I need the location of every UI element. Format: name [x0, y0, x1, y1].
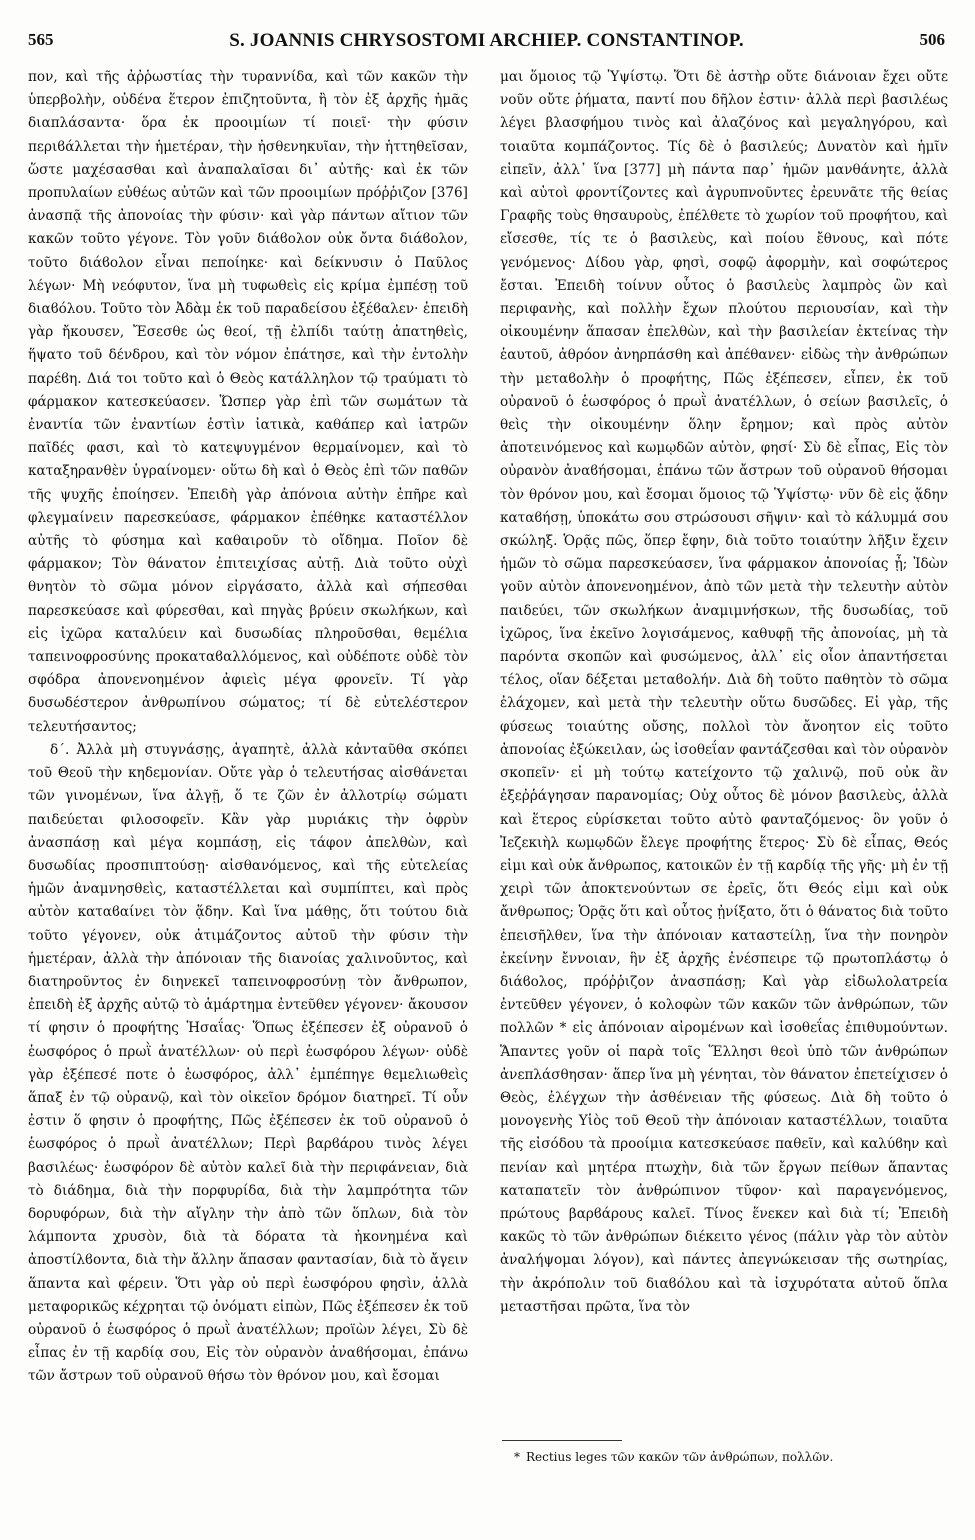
right-column	[500, 66, 948, 1319]
footnote-text: Rectius leges τῶν κακῶν τῶν ἀνθρώπων, πολλῶν.	[526, 1450, 834, 1464]
running-header	[28, 30, 945, 56]
left-column	[28, 66, 468, 1389]
page-number-left: 565	[28, 30, 54, 49]
footnote	[500, 1448, 948, 1466]
running-title: S. JOANNIS CHRYSOSTOMI ARCHIEP. CONSTANTINOP.	[229, 30, 744, 51]
footnote-marker: *	[514, 1450, 520, 1464]
left-paragraph: δ΄. Ἀλλὰ μὴ στυγνάσῃς, ἀγαπητὲ, ἀλλὰ κἀνταῦθα σκόπει τοῦ Θεοῦ τὴν κηδεμονίαν. Οὔτε γὰρ ὁ τελευτήσας αἰσθάνεται τῶν γινομένων, ἵνα ἀλγῇ, ὅ τε ζῶν ἐν ἀλλοτρίῳ σώματι παιδεύεται φιλοσοφεῖν. Κἂν γὰρ μυριάκις τὴν ὀφρὺν ἀνασπάσῃ καὶ μέγα κομπάσῃ, εἰς τάφον ἀπελθὼν, καὶ δυσωδίας προσπιπτούσῃ· αἰσθανόμενος, καὶ τῆς εὐτελείας ἡμῶν ἀναμνησθεὶς, καταστέλλεται καὶ συμπίπτει, καὶ πρὸς αὐτὸν καταϐαίνει τὸν ᾅδην. Καὶ ἵνα μάθῃς, ὅτι τούτου διὰ τοῦτο γέγονεν, οὐκ ἀτιμάζοντος αὐτοῦ τὴν φύσιν τὴν ἡμετέραν, ἀλλὰ τὴν ἀπόνοιαν τῆς διανοίας χαλινοῦντος, καὶ διατηροῦντος ἐν διηνεκεῖ ταπεινοφροσύνῃ τὸν ἄνθρωπον, ἐπειδὴ ἐξ ἀρχῆς αὐτῷ τὸ ἁμάρτημα ἐντεῦθεν γέγονεν· ἄκουσον τί φησιν ὁ προφήτης Ἡσαΐας· Ὅπως ἐξέπεσεν ἐξ οὐρανοῦ ὁ ἑωσφόρος ὁ πρωῒ ἀνατέλλων· οὐ περὶ ἑωσφόρου λέγων· οὐδὲ γὰρ ἐξέπεσέ ποτε ὁ ἑωσφόρος, ἀλλ᾽ ἐμπέπηγε θεμελιωθεὶς ἅπαξ ἐν τῷ οὐρανῷ, καὶ τὸν οἰκεῖον δρόμον διατηρεῖ. Τί οὖν ἐστιν ὅ φησιν ὁ προφήτης, Πῶς ἐξέπεσεν ἐκ τοῦ οὐρανοῦ ὁ ἑωσφόρος ὁ πρωῒ ἀνατέλλων; Περὶ βαρϐάρου τινὸς λέγει βασιλέως· ἑωσφόρον δὲ αὐτὸν καλεῖ διὰ τὴν περιφάνειαν, διὰ τὸ διάδημα, διὰ τὴν πορφυρίδα, διὰ τὴν λαμπρότητα τῶν δορυφόρων, διὰ τὴν αἴγλην τὴν ἀπὸ τῶν ὅπλων, διὰ τὸν λάμποντα χρυσὸν, διὰ τὰ δόρατα τὰ ἠκονημένα καὶ ἀποστίλϐοντα, διὰ τὴν ἄλλην ἅπασαν φαντασίαν, διὰ τὸ ἄγειν ἅπαντα καὶ φέρειν. Ὅτι γὰρ οὐ περὶ ἑωσφόρου φησὶν, ἀλλὰ μεταφορικῶς κέχρηται τῷ ὀνόματι εἰπὼν, Πῶς ἐξέπεσεν ἐκ τοῦ οὐρανοῦ ὁ ἑωσφόρος ὁ πρωῒ ἀνατέλλων; προϊὼν λέγει, Σὺ δὲ εἶπας ἐν τῇ καρδίᾳ σου, Εἰς τὸν οὐρανὸν ἀναϐήσομαι, ἐπάνω τῶν ἄστρων τοῦ οὐρανοῦ θήσω τὸν θρόνον μου, καὶ ἔσομαι	[28, 741, 468, 1385]
left-paragraph: πον, καὶ τῆς ἀῤῥωστίας τὴν τυραννίδα, καὶ τῶν κακῶν τὴν ὑπερβολὴν, οὐδένα ἕτερον ἐπιζητοῦντα, ἢ τὸν ἐξ ἀρχῆς ἡμᾶς διαπλάσαντα· ὅρα ἐκ προοιμίων τί ποιεῖ· τὴν φύσιν περιϐάλλεται τὴν ἡμετέραν, τὴν ἠσθενηκυῖαν, τὴν ἡττηθεῖσαν, ὥστε μαχέσασθαι καὶ ἀναπαλαῖσαι δι᾽ αὐτῆς· καὶ ἐκ τῶν προπυλαίων εὐθέως αὐτῶν καὶ τῶν προοιμίων πρόῤῥιζον [376] ἀνασπᾷ τῆς ἀπονοίας τὴν φύσιν· καὶ γὰρ πάντων αἴτιον τῶν κακῶν τοῦτο γέγονε. Τὸν γοῦν διάϐολον οὐκ ὄντα διάϐολον, τοῦτο διάϐολον εἶναι πεποίηκε· καὶ δείκνυσιν ὁ Παῦλος λέγων· Μὴ νεόφυτον, ἵνα μὴ τυφωθεὶς εἰς κρίμα ἐμπέσῃ τοῦ διαϐόλου. Τοῦτο τὸν Ἀδὰμ ἐκ τοῦ παραδείσου ἐξέϐαλεν· ἐπειδὴ γὰρ ἤκουσεν, Ἔσεσθε ὡς θεοί, τῇ ἐλπίδι ταύτῃ ἀπατηθεὶς, ἥψατο τοῦ δένδρου, καὶ τὸν νόμον ἐπάτησε, καὶ τὴν ἐντολὴν παρέϐη. Διά τοι τοῦτο καὶ ὁ Θεὸς κατάλληλον τῷ τραύματι τὸ φάρμακον κατεσκεύασεν. Ὥσπερ γὰρ ἐπὶ τῶν σωμάτων τὰ ἐναντία τῶν ἐναντίων ἐστὶν ἰατικὰ, καθάπερ καὶ ἰατρῶν παῖδές φασι, καὶ τὸ κατεψυγμένον θερμαίνομεν, καὶ τὸ καταξηρανθὲν ὑγραίνομεν· οὕτω δὴ καὶ ὁ Θεὸς ἐπὶ τῶν παθῶν τῆς ψυχῆς ἐποίησεν. Ἐπειδὴ γὰρ ἀπόνοια αὐτὴν ἐπῆρε καὶ φλεγμαίνειν παρεσκεύασε, φάρμακον ἐπέθηκε καταστέλλον αὐτῆς τὸ φύσημα καὶ καθαιροῦν τὸ οἴδημα. Ποῖον δὲ φάρμακον; Τὸν θάνατον ἐπιτειχίσας αὐτῇ. Διὰ τοῦτο οὐχὶ θνητὸν τὸ σῶμα μόνον εἰργάσατο, ἀλλὰ καὶ σήπεσθαι παρεσκεύασε καὶ φύρεσθαι, καὶ πηγὰς βρύειν σκωλήκων, καὶ εἰς ἰχῶρα καταλύειν καὶ δυσωδίας πληροῦσθαι, θεμέλια ταπεινοφροσύνης προκαταϐαλλόμενος, καὶ οὐδέποτε οὐδὲ τὸν σφόδρα ἀπονενοημένον ἀφιεὶς μέγα φρονεῖν. Τί γὰρ δυσωδέστερον ἀνθρωπίνου σώματος; τί δὲ εὐτελέστερον τελευτήσαντος;	[28, 69, 468, 735]
footnote-rule	[502, 1440, 622, 1441]
page-number-right: 506	[919, 30, 945, 49]
right-paragraph: μαι ὅμοιος τῷ Ὑψίστῳ. Ὅτι δὲ ἀστὴρ οὔτε διάνοιαν ἔχει οὔτε νοῦν οὔτε ῥήματα, παντί που δῆλον ἐστιν· ἀλλὰ περὶ βασιλέως λέγει βλασφήμου τινὸς καὶ ἀλαζόνος καὶ μεγαληγόρου, καὶ τοιαῦτα κομπάζοντος. Τίς δὲ ὁ βασιλεύς; Δυνατὸν καὶ ἡμῖν εἰπεῖν, ἀλλ᾽ ἵνα [377] μὴ πάντα παρ᾽ ἡμῶν μανθάνητε, ἀλλὰ καὶ αὐτοὶ φροντίζοντες καὶ ἀγρυπνοῦντες ἐρευνᾶτε τῆς θείας Γραφῆς τοὺς θησαυροὺς, ἐπέλθετε τὸ χωρίον τοῦ προφήτου, καὶ εἴσεσθε, τίς τε ὁ βασιλεὺς, καὶ ποίου ἔθνους, καὶ πότε γενόμενος· Δίδου γὰρ, φησὶ, σοφῷ ἀφορμὴν, καὶ σοφώτερος ἔσται. Ἐπειδὴ τοίνυν οὗτος ὁ βασιλεὺς λαμπρὸς ὢν καὶ περιφανὴς, καὶ πολλὴν ἔχων πλούτου περιουσίαν, καὶ τὴν οἰκουμένην ἅπασαν ἐπελθὼν, καὶ τὴν βασιλείαν ἐκτείνας τὴν ἑαυτοῦ, ἀθρόον ἀνηρπάσθη καὶ ἀπέθανεν· εἰδὼς τὴν ἀνθρώπων τὴν μεταϐολὴν ὁ προφήτης, Πῶς ἐξέπεσεν, εἶπεν, ἐκ τοῦ οὐρανοῦ ὁ ἑωσφόρος ὁ πρωῒ ἀνατέλλων, ὁ σείων βασιλεῖς, ὁ θεὶς τὴν οἰκουμένην ὅλην ἔρημον; καὶ πρὸς αὐτὸν ἀποτεινόμενος καὶ κωμῳδῶν αὐτὸν, φησί· Σὺ δὲ εἶπας, Εἰς τὸν οὐρανὸν ἀναϐήσομαι, ἐπάνω τῶν ἄστρων τοῦ οὐρανοῦ θήσομαι τὸν θρόνον μου, καὶ ἔσομαι ὅμοιος τῷ Ὑψίστῳ· νῦν δὲ εἰς ᾅδην καταϐήσῃ, ὑποκάτω σου στρώσουσι σῆψιν· καὶ τὸ κάλυμμά σου σκώληξ. Ὁρᾷς πῶς, ὅπερ ἔφην, διὰ τοῦτο τοιαύτην λῆξιν ἔχειν ἡμῶν τὸ σῶμα παρεσκεύασεν, ἵνα φάρμακον ἀπονοίας ᾖ; Ἰδὼν γοῦν αὐτὸν ἀπονενοημένον, ἀπὸ τῶν μετὰ τὴν τελευτὴν αὐτὸν παιδεύει, τῶν σκωλήκων ἀναμιμνήσκων, τῆς δυσωδίας, τοῦ ἰχῶρος, ἵνα ἐκεῖνο λογισάμενος, καθυφῇ τῆς ἀπονοίας, μὴ τὰ παρόντα σκοπῶν καὶ φυσώμενος, ἀλλ᾽ εἰς οἷον ἀπαντήσεται τέλος, οἵαν δέξεται μεταϐολήν. Διὰ δὴ τοῦτο παθητὸν τὸ σῶμα ἐλάχομεν, καὶ μετὰ τὴν τελευτὴν οὕτω δυσῶδες. Εἰ γὰρ, τῆς φύσεως τοιαύτης οὔσης, πολλοὶ τὸν ἄνοητον εἰς τοῦτο ἀπονοίας ἐξώκειλαν, ὡς ἰσοθεΐαν φαντάζεσθαι καὶ τὸν οὐρανὸν σκοπεῖν· εἰ μὴ τούτῳ κατείχοντο τῷ χαλινῷ, ποῦ οὐκ ἂν ἐξεῤῥάγησαν παρανομίας; Οὐχ οὗτος δὲ μόνον βασιλεὺς, ἀλλὰ καὶ ἕτερος εὑρίσκεται τοῦτο αὐτὸ φανταζόμενος· ὃν γοῦν ὁ Ἰεζεκιὴλ κωμῳδῶν ἔλεγε προφήτης ἕτερος· Σὺ δὲ εἶπας, Θεός εἰμι καὶ οὐκ ἄνθρωπος, κατοικῶν ἐν τῇ καρδίᾳ τῆς γῆς· μὴ ἐν τῇ χειρὶ τῶν ἀποκτενούντων σε ἐρεῖς, ὅτι Θεός εἰμι καὶ οὐκ ἄνθρωπος; Ὁρᾷς ὅτι καὶ οὗτος ᾐνίξατο, ὅτι ὁ θάνατος διὰ τοῦτο ἐπεισῆλθεν, ἵνα τὴν ἀπόνοιαν καταστείλῃ, ἵνα τὴν πονηρὸν ἐκείνην ἔννοιαν, ἣν ἐξ ἀρχῆς ἐνέσπειρε τῷ πρωτοπλάστῳ ὁ διάϐολος, πρόῤῥιζον ἀνασπάσῃ; Καὶ γὰρ εἰδωλολατρεία ἐντεῦθεν γέγονεν, ὁ κολοφὼν τῶν κακῶν τῶν ἀνθρώπων, τῶν πολλῶν * εἰς ἀπόνοιαν αἰρομένων καὶ ἰσοθεΐας ἐπιθυμούντων. Ἅπαντες γοῦν οἱ παρὰ τοῖς Ἕλλησι θεοὶ ὑπὸ τῶν ἀνθρώπων ἀνεπλάσθησαν· ἅπερ ἵνα μὴ γένηται, τὸν θάνατον ἐπετείχισεν ὁ Θεὸς, ἐλέγχων τὴν ἀσθένειαν τῆς φύσεως. Διὰ δὴ τοῦτο ὁ μονογενὴς Υἱὸς τοῦ Θεοῦ τὴν ἀπόνοιαν καταστέλλων, τοιαῦτα τῆς εἰσόδου τὰ προοίμια κατεσκεύασε παθεῖν, καὶ καλύϐην καὶ πενίαν καὶ μητέρα πτωχὴν, διὰ τῶν ἔργων πείθων ἅπαντας καταπατεῖν τὸν ἀνθρώπινον τῦφον· καὶ παραγενόμενος, πρώτους βαρϐάρους καλεῖ. Τίνος ἕνεκεν καὶ διὰ τί; Ἐπειδὴ κακῶς τὸ τῶν ἀνθρώπων διέκειτο γένος (πάλιν γὰρ τὸν αὐτὸν ἀναλήψομαι λόγον), καὶ πάντες ἀπεγνώκεισαν τῆς σωτηρίας, τὴν ἀκρόπολιν τοῦ διαϐόλου καὶ τὰ ἰσχυρότατα αὐτοῦ ὅπλα μεταστῆσαι πρῶτα, ἵνα τὸν	[500, 69, 948, 1315]
